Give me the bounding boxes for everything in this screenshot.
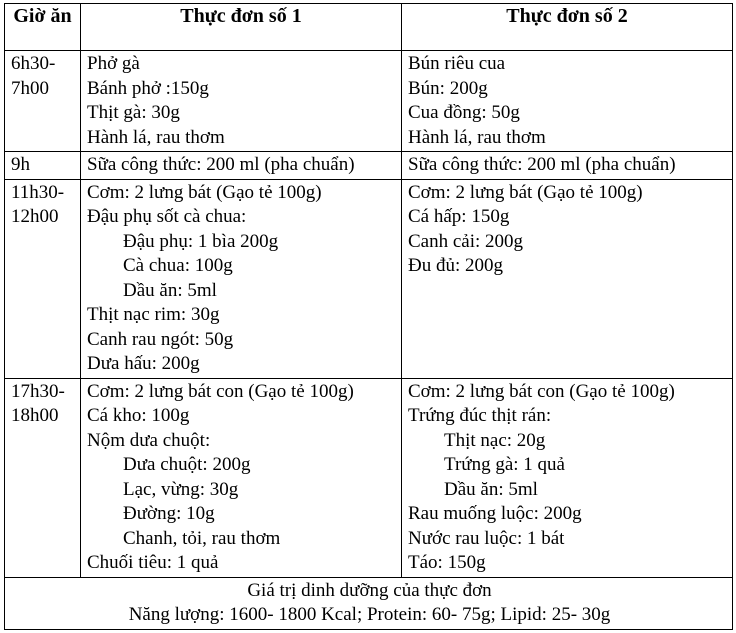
menu-item-line: Bánh phở :150g (87, 77, 209, 99)
menu-item-line: Cơm: 2 lưng bát con (Gạo tẻ 100g) (87, 380, 354, 402)
menu-item-line: Hành lá, rau thơm (408, 126, 546, 148)
nutrition-values: Năng lượng: 1600- 1800 Kcal; Protein: 60- 75g; Lipid: 25- 30g (128, 604, 611, 625)
menu-item-line: Đu đủ: 200g (408, 255, 503, 276)
menu-item-line: Đậu phụ: 1 bìa 200g (123, 230, 279, 252)
menu-item-line: Nước rau luộc: 1 bát (408, 527, 565, 549)
menu-item-line: Thịt nạc rim: 30g (87, 304, 220, 325)
menu-row (5, 378, 733, 577)
footer-row (5, 577, 733, 629)
menu1-cell (81, 179, 402, 378)
time-cell: 6h30-7h00 (5, 51, 81, 152)
header-menu1: Thực đơn số 1 (81, 4, 402, 51)
menu-row (5, 179, 733, 378)
menu-item-line: Canh rau ngót: 50g (87, 328, 234, 350)
menu1-cell (81, 378, 402, 577)
menu-item-line: Canh cải: 200g (408, 230, 524, 252)
menu-item-line: Cá hấp: 150g (408, 206, 510, 227)
menu-item-line: Trứng đúc thịt rán: (408, 405, 552, 426)
menu2-cell (402, 179, 733, 378)
time-cell: 17h30-18h00 (5, 378, 81, 577)
menu-table-header (5, 4, 733, 51)
menu2-cell (402, 152, 733, 180)
menu-item-line: Cá kho: 100g (87, 405, 190, 426)
nutrition-summary-cell (5, 577, 733, 629)
header-menu2: Thực đơn số 2 (402, 4, 733, 51)
menu-item-line: Táo: 150g (408, 552, 486, 573)
menu2-cell (402, 378, 733, 577)
menu-item-line: Cà chua: 100g (123, 255, 233, 276)
menu-item-line: Chanh, tỏi, rau thơm (123, 527, 281, 549)
menu-item-line: Nộm dưa chuột: (87, 429, 211, 451)
menu-table (4, 3, 733, 630)
menu-table-body (5, 51, 733, 578)
menu-item-line: Phở gà (87, 53, 140, 74)
menu-item-line: Trứng gà: 1 quả (444, 454, 565, 475)
menu-item-line: Hành lá, rau thơm (87, 126, 225, 148)
time-cell: 11h30-12h00 (5, 179, 81, 378)
menu-row (5, 51, 733, 152)
nutrition-title: Giá trị dinh dưỡng của thực đơn (247, 579, 492, 601)
menu2-cell (402, 51, 733, 152)
menu1-cell (81, 51, 402, 152)
menu-item-line: Cơm: 2 lưng bát con (Gạo tẻ 100g) (408, 380, 675, 402)
menu-item-line: Thịt gà: 30g (87, 102, 180, 123)
header-time: Giờ ăn (5, 4, 81, 51)
menu1-cell (81, 152, 402, 180)
menu-row (5, 152, 733, 180)
menu-item-line: Lạc, vừng: 30g (123, 478, 239, 500)
menu-item-line: Dầu ăn: 5ml (444, 478, 538, 500)
time-cell: 9h (5, 152, 81, 180)
header-row (5, 4, 733, 51)
menu-item-line: Bún: 200g (408, 77, 488, 99)
menu-item-line: Rau muống luộc: 200g (408, 503, 582, 524)
menu-item-line: Bún riêu cua (408, 53, 506, 74)
menu-item-line: Sữa công thức: 200 ml (pha chuẩn) (87, 154, 355, 175)
menu-item-line: Đậu phụ sốt cà chua: (87, 206, 247, 227)
menu-item-line: Thịt nạc: 20g (444, 429, 546, 451)
menu-item-line: Dưa hấu: 200g (87, 353, 200, 374)
menu-item-line: Cơm: 2 lưng bát (Gạo tẻ 100g) (87, 181, 322, 203)
menu-item-line: Cơm: 2 lưng bát (Gạo tẻ 100g) (408, 181, 643, 203)
menu-item-line: Dưa chuột: 200g (123, 454, 251, 475)
menu-item-line: Đường: 10g (123, 503, 215, 524)
menu-item-line: Dầu ăn: 5ml (123, 279, 217, 301)
menu-item-line: Chuối tiêu: 1 quả (87, 552, 219, 573)
menu-table-footer (5, 577, 733, 629)
menu-item-line: Sữa công thức: 200 ml (pha chuẩn) (408, 154, 676, 175)
menu-item-line: Cua đồng: 50g (408, 102, 520, 123)
